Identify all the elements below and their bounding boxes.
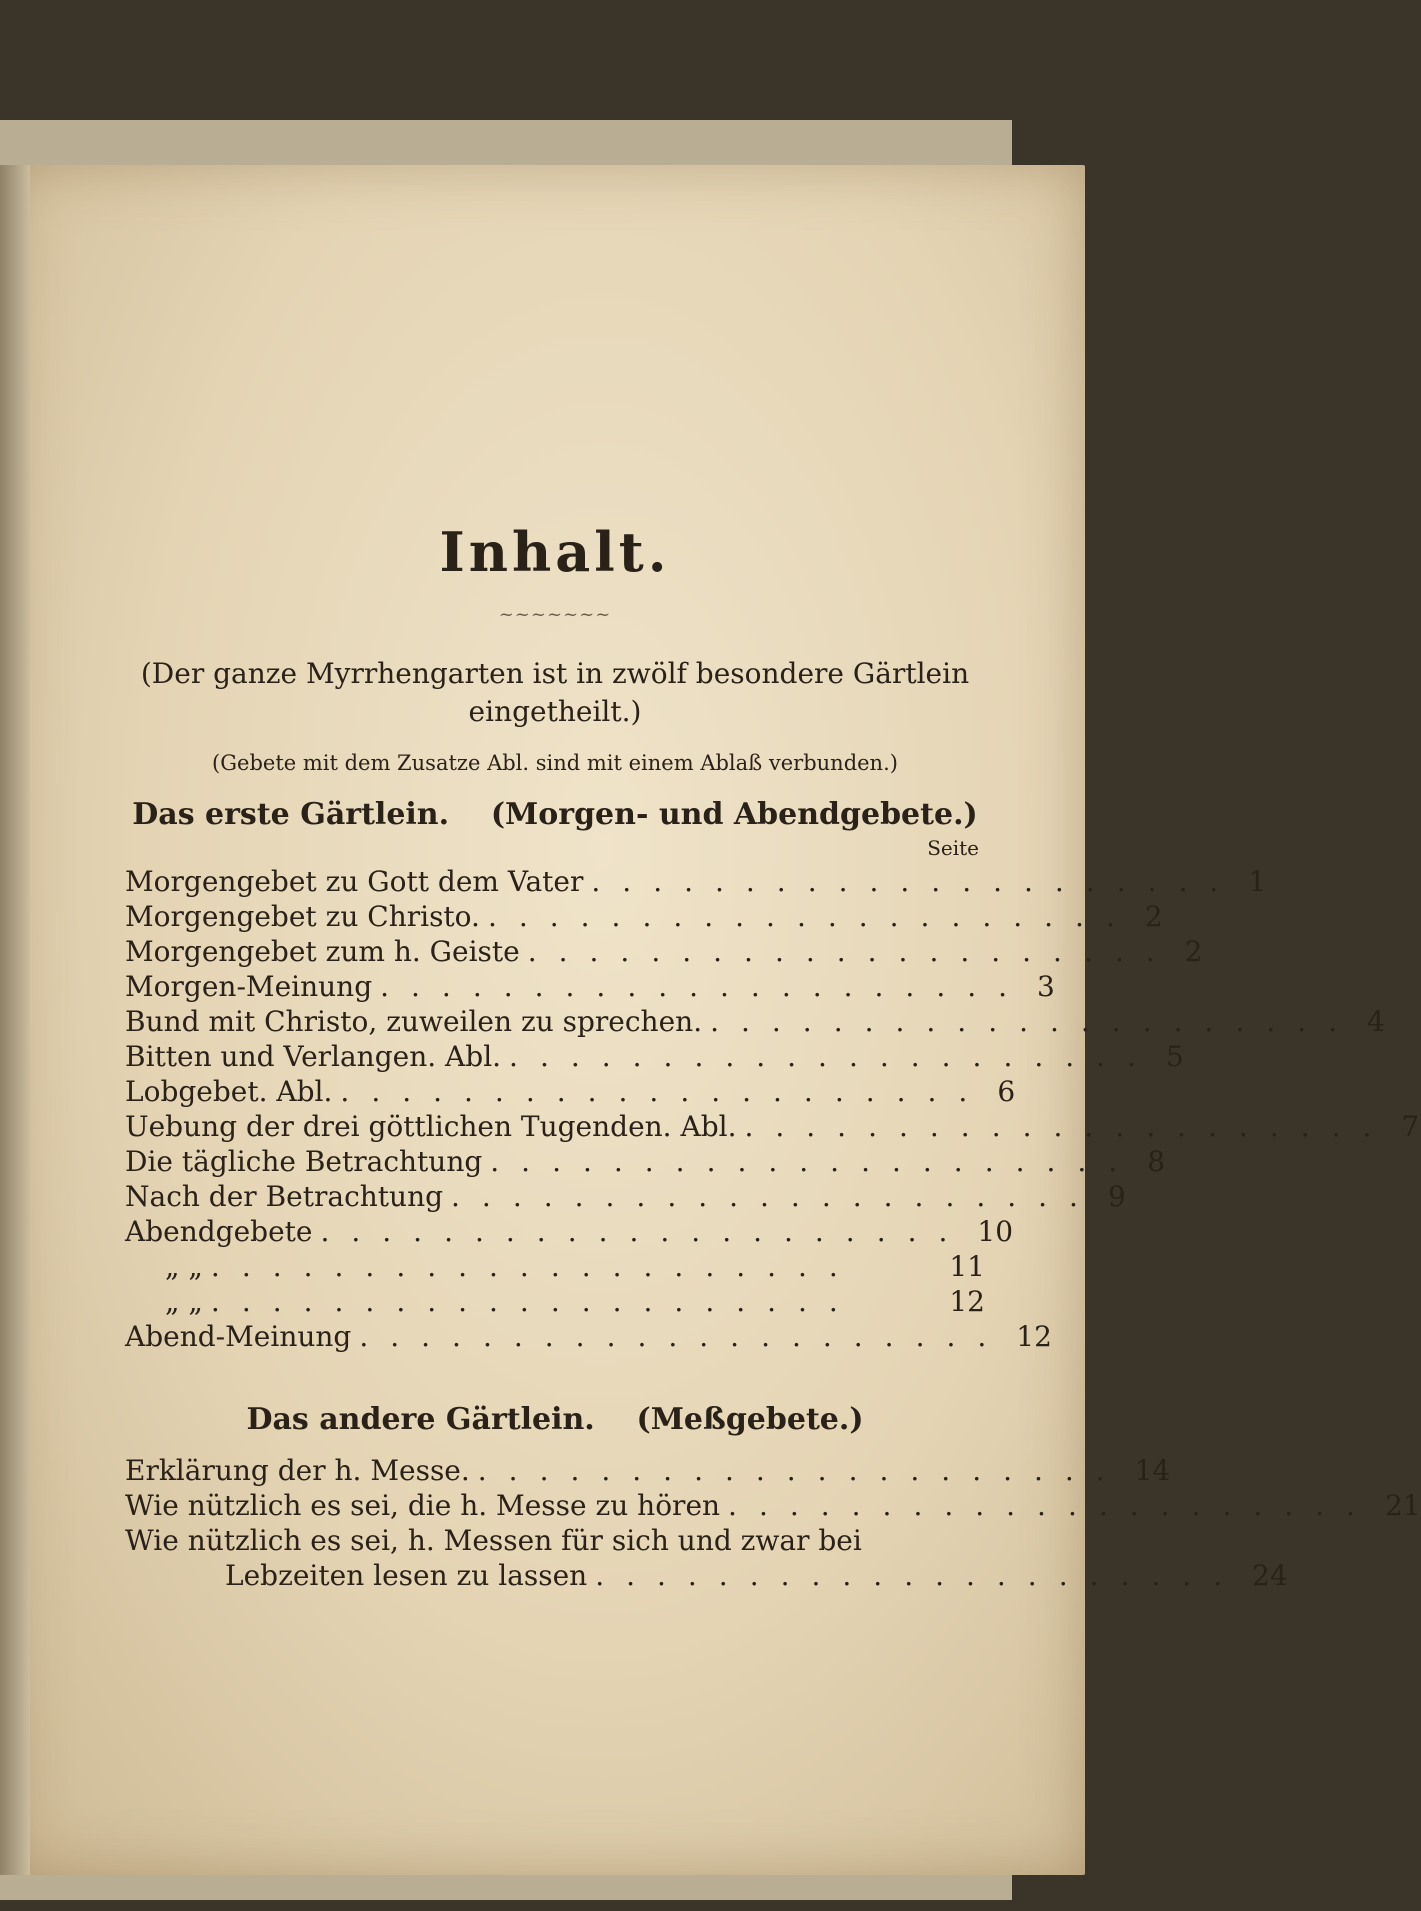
toc-entry-page: 7	[1401, 1110, 1420, 1143]
intro-text: (Der ganze Myrrhengarten ist in zwölf besondere Gärtlein eingetheilt.)	[140, 657, 970, 728]
section-title: Das erste Gärtlein.	[132, 797, 450, 832]
toc-entry[interactable]	[125, 1284, 985, 1319]
indulgence-note: (Gebete mit dem Zusatze Abl. sind mit einem Ablaß verbunden.)	[212, 751, 898, 775]
toc-entry-label: Bund mit Christo, zuweilen zu sprechen.	[125, 1005, 703, 1038]
leader-dots: .....................	[340, 1075, 990, 1108]
toc-entry-page: 14	[1134, 1454, 1171, 1487]
toc-list	[125, 864, 1420, 1354]
leader-dots: .....................	[728, 1489, 1377, 1522]
leader-dots: .....................	[380, 970, 1030, 1003]
toc-entry-label: Morgengebet zu Christo.	[125, 900, 480, 933]
leader-dots: .....................	[527, 935, 1177, 968]
toc-entry-page: 12	[949, 1285, 985, 1318]
toc-entry-page: 2	[1144, 900, 1163, 933]
toc-entry[interactable]	[125, 864, 1267, 899]
toc-entry-page: 2	[1184, 935, 1203, 968]
section-2	[125, 1402, 1421, 1593]
toc-entry[interactable]	[125, 1214, 1014, 1249]
toc-entry[interactable]	[125, 1319, 1052, 1354]
toc-entry-label: Morgengebet zu Gott dem Vater	[125, 865, 584, 898]
toc-entry-label: Lobgebet. Abl.	[125, 1075, 333, 1108]
toc-entry-page: 21	[1384, 1489, 1421, 1522]
leader-dots: .....................	[210, 1285, 860, 1318]
toc-entry-page: 8	[1147, 1145, 1166, 1178]
section-spacer	[125, 1354, 985, 1402]
toc-entry-label: Bitten und Verlangen. Abl.	[125, 1040, 502, 1073]
toc-entry-page: 3	[1037, 970, 1055, 1003]
toc-entry[interactable]	[125, 1074, 1016, 1109]
section-subtitle: (Morgen- und Abendgebete.)	[490, 797, 978, 832]
section-heading	[125, 797, 985, 832]
toc-entry[interactable]	[125, 1144, 1166, 1179]
toc-entry-page: 4	[1367, 1005, 1385, 1038]
toc-entry-label: Nach der Betrachtung	[125, 1180, 444, 1213]
leader-dots: .....................	[509, 1040, 1158, 1073]
page-title: Inhalt.	[439, 520, 671, 584]
toc-entry[interactable]	[125, 1039, 1184, 1074]
toc-entry-page: 24	[1252, 1559, 1288, 1592]
toc-entry-page: 10	[977, 1215, 1014, 1248]
toc-entry-label: Uebung der drei göttlichen Tugenden. Abl.	[125, 1110, 737, 1143]
leader-dots: .....................	[359, 1320, 1009, 1353]
toc-entry[interactable]	[125, 1453, 1171, 1488]
toc-entry[interactable]	[125, 1004, 1385, 1039]
section-subtitle: (Meßgebete.)	[636, 1402, 864, 1437]
toc-entry[interactable]	[125, 1523, 985, 1558]
leader-dots: .....................	[591, 865, 1241, 898]
toc-entry-page: 5	[1165, 1040, 1184, 1073]
toc-entry-label: Abendgebete	[125, 1215, 313, 1248]
toc-entry[interactable]	[125, 899, 1163, 934]
toc-entry-page: 6	[997, 1075, 1016, 1108]
section-title: Das andere Gärtlein.	[246, 1402, 595, 1437]
toc-entry-label: Morgen-Meinung	[125, 970, 373, 1003]
leader-dots: .....................	[451, 1180, 1100, 1213]
leader-dots: .....................	[210, 1250, 860, 1283]
toc-entry-label: Wie nützlich es sei, h. Messen für sich und zwar bei	[125, 1524, 862, 1557]
leader-dots: .....................	[487, 900, 1137, 933]
toc-entry-page: 1	[1248, 865, 1267, 898]
toc-entry-label: Morgengebet zum h. Geiste	[125, 935, 520, 968]
toc-entry[interactable]	[125, 1558, 1288, 1593]
toc-entry-label: Abend-Meinung	[125, 1320, 352, 1353]
toc-entry[interactable]	[125, 1249, 985, 1284]
leader-dots: .....................	[744, 1110, 1394, 1143]
book-spine-edge	[0, 165, 30, 1875]
toc-entry-page: 12	[1016, 1320, 1052, 1353]
toc-entry[interactable]	[125, 1488, 1421, 1523]
leader-dots: .....................	[595, 1559, 1245, 1592]
leader-dots: .....................	[477, 1454, 1127, 1487]
leader-dots: .....................	[710, 1005, 1360, 1038]
leader-dots: .....................	[320, 1215, 970, 1248]
toc-entry[interactable]	[125, 934, 1203, 969]
toc-entry[interactable]	[125, 1179, 1126, 1214]
section-heading	[125, 1402, 985, 1437]
toc-entry-label: „ „	[165, 1285, 203, 1318]
title-ornament: ~~~~~~~	[498, 604, 612, 625]
toc-entry-page: 11	[949, 1250, 985, 1283]
toc-entry-label: Die tägliche Betrachtung	[125, 1145, 483, 1178]
page-column-label: Seite	[927, 836, 979, 860]
toc-list	[125, 1453, 1421, 1593]
toc-entry-label: „ „	[165, 1250, 203, 1283]
toc-entry-label: Wie nützlich es sei, die h. Messe zu hören	[125, 1489, 721, 1522]
toc-entry-label: Erklärung der h. Messe.	[125, 1454, 470, 1487]
toc-entry-label: Lebzeiten lesen zu lassen	[225, 1559, 588, 1592]
leader-dots: .....................	[490, 1145, 1140, 1178]
page-content	[125, 520, 1421, 1593]
section-1	[125, 797, 1420, 1354]
toc-entry[interactable]	[125, 1109, 1420, 1144]
toc-entry-page: 9	[1107, 1180, 1126, 1213]
toc-entry[interactable]	[125, 969, 1055, 1004]
